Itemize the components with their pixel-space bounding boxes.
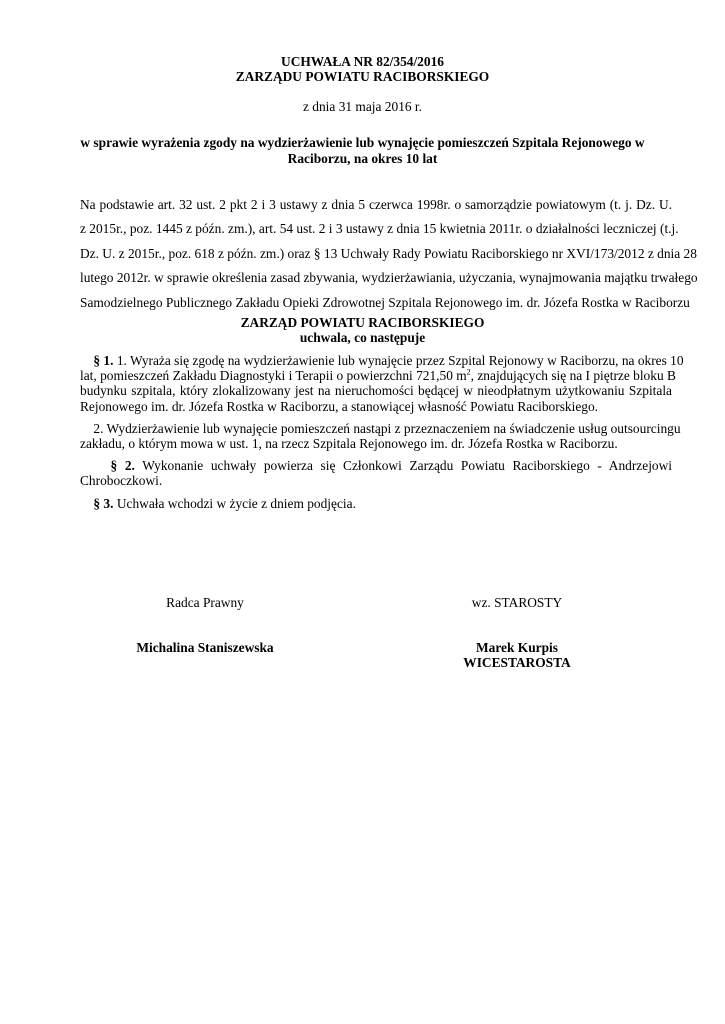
legal-basis-line: Dz. U. z 2015r., poz. 618 z późn. zm.) oraz § 13 Uchwały Rady Powiatu Raciborskiego nr XVI/173/2012 z dnia 28 bbox=[80, 245, 697, 261]
board-resolves: uchwala, co następuje bbox=[299, 330, 426, 345]
resolution-body bbox=[80, 353, 684, 518]
paragraph-line: lat, pomieszczeń Zakładu Diagnostyki i Terapii o powierzchni 721,50 $m^2$, znajdujących się na I piętrze bloku B bbox=[80, 367, 676, 384]
issuing-body: ZARZĄDU POWIATU RACIBORSKIEGO bbox=[235, 69, 490, 84]
section-mark: § 1. bbox=[93, 353, 114, 368]
signatory-title: WICESTAROSTA bbox=[463, 655, 571, 670]
signatory-name: Marek Kurpis bbox=[476, 640, 558, 655]
legal-basis-line: Samodzielnego Publicznego Zakładu Opieki Zdrowotnej Szpitala Rejonowego im. dr. Józefa Rostka w Raciborzu bbox=[80, 294, 690, 310]
legal-basis-line: lutego 2012r. w sprawie określenia zasad zbywania, wydzierżawiania, użyczania, wynajmowania majątku trwałego bbox=[80, 270, 698, 286]
paragraph-line: § 2. Wykonanie uchwały powierza się Członkowi Zarządu Powiatu Raciborskiego - Andrzejowi bbox=[110, 458, 672, 474]
section-mark: § 2. bbox=[110, 458, 135, 474]
subject-line: w sprawie wyrażenia zgody na wydzierżawienie lub wynajęcie pomieszczeń Szpitala Rejonowego w bbox=[80, 135, 645, 150]
paragraph-1-2 bbox=[80, 420, 681, 452]
paragraph-line: budynku szpitala, który zlokalizowany jest na nieruchomości będącej w nieodpłatnym użytkowaniu Szpitala bbox=[80, 383, 672, 399]
legal-basis-line: Na podstawie art. 32 ust. 2 pkt 2 i 3 ustawy z dnia 5 czerwca 1998r. o samorządzie powiatowym (t. j. Dz. U. bbox=[80, 197, 672, 212]
signatory-block bbox=[412, 640, 622, 670]
paragraph-1 bbox=[80, 353, 684, 414]
paragraph-line: Rejonowego im. dr. Józefa Rostka w Raciborzu, a stanowiącej własność Powiatu Raciborskiego. bbox=[80, 398, 599, 414]
paragraph-line: 2. Wydzierżawienie lub wynajęcie pomieszczeń nastąpi z przeznaczeniem na świadczenie usług outsourcingu bbox=[93, 420, 681, 436]
legal-counsel-role: Radca Prawny bbox=[166, 595, 244, 610]
resolution-subject bbox=[60, 135, 665, 166]
legal-basis-line: z 2015r., poz. 1445 z późn. zm.), art. 54 ust. 2 i 3 ustawy z dnia 15 kwietnia 2011r. o działalności leczniczej (t.j. bbox=[80, 221, 679, 237]
starosta-role: wz. STAROSTY bbox=[471, 595, 563, 610]
paragraph-line: zakładu, o którym mowa w ust. 1, na rzecz Szpitala Rejonowego im. dr. Józefa Rostka w Raciborzu. bbox=[80, 436, 618, 452]
legal-basis bbox=[80, 193, 698, 315]
board-heading bbox=[0, 315, 725, 345]
paragraph-line: § 1. 1. Wyraża się zgodę na wydzierżawienie lub wynajęcie przez Szpital Rejonowy w Raciborzu, na okres 10 bbox=[93, 353, 684, 368]
subject-line: Raciborzu, na okres 10 lat bbox=[287, 150, 438, 166]
paragraph-line: Chroboczkowi. bbox=[80, 473, 163, 489]
paragraph-2 bbox=[80, 458, 672, 488]
resolution-number: UCHWAŁA NR 82/354/2016 bbox=[281, 54, 444, 69]
legal-counsel-name: Michalina Staniszewska bbox=[136, 640, 274, 655]
paragraph-line: § 3. Uchwała wchodzi w życie z dniem podjęcia. bbox=[93, 495, 356, 511]
section-mark: § 3. bbox=[93, 495, 114, 511]
paragraph-3 bbox=[80, 496, 672, 511]
board-name: ZARZĄD POWIATU RACIBORSKIEGO bbox=[240, 315, 485, 330]
resolution-date: z dnia 31 maja 2016 r. bbox=[303, 99, 422, 114]
